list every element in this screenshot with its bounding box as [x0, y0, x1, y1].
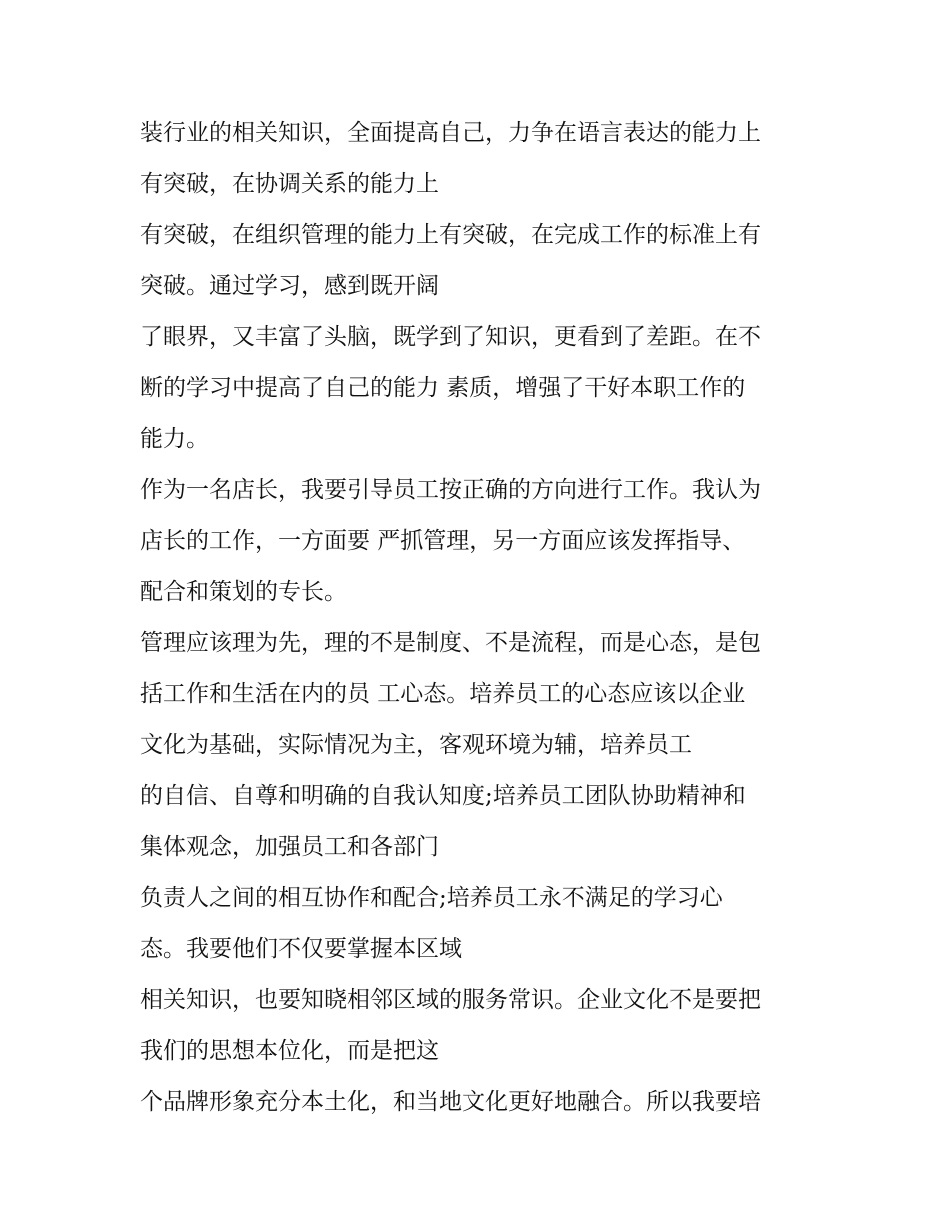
- text-line-16: 负责人之间的相互协作和配合;培养员工永不满足的学习心: [140, 885, 723, 911]
- text-line-15: 集体观念，加强员工和各部门: [140, 834, 439, 860]
- text-line-8: 作为一名店长，我要引导员工按正确的方向进行工作。我认为: [140, 477, 761, 503]
- text-line-4: 突破。通过学习，感到既开阔: [140, 273, 439, 299]
- document-body: [140, 108, 820, 1128]
- text-line-14: 的自信、自尊和明确的自我认知度;培养员工团队协助精神和: [140, 783, 746, 809]
- text-line-9: 店长的工作，一方面要 严抓管理，另一方面应该发挥指导、: [140, 528, 746, 554]
- text-line-1: 装行业的相关知识，全面提高自己，力争在语言表达的能力上: [140, 120, 761, 146]
- text-line-2: 有突破，在协调关系的能力上: [140, 171, 439, 197]
- text-line-10: 配合和策划的专长。: [140, 579, 347, 605]
- text-line-18: 相关知识，也要知晓相邻区域的服务常识。企业文化不是要把: [140, 987, 761, 1013]
- text-line-19: 我们的思想本位化，而是把这: [140, 1038, 439, 1064]
- text-line-20: 个品牌形象充分本土化，和当地文化更好地融合。所以我要培: [140, 1089, 761, 1115]
- text-line-7: 能力。: [140, 426, 209, 452]
- text-line-12: 括工作和生活在内的员 工心态。培养员工的心态应该以企业: [140, 681, 746, 707]
- text-line-5: 了眼界，又丰富了头脑，既学到了知识，更看到了差距。在不: [140, 324, 761, 350]
- text-line-17: 态。我要他们不仅要掌握本区域: [140, 936, 462, 962]
- text-line-11: 管理应该理为先，理的不是制度、不是流程，而是心态，是包: [140, 630, 761, 656]
- text-line-3: 有突破，在组织管理的能力上有突破，在完成工作的标准上有: [140, 222, 761, 248]
- text-line-6: 断的学习中提高了自己的能力 素质，增强了干好本职工作的: [140, 375, 746, 401]
- text-line-13: 文化为基础，实际情况为主，客观环境为辅，培养员工: [140, 732, 692, 758]
